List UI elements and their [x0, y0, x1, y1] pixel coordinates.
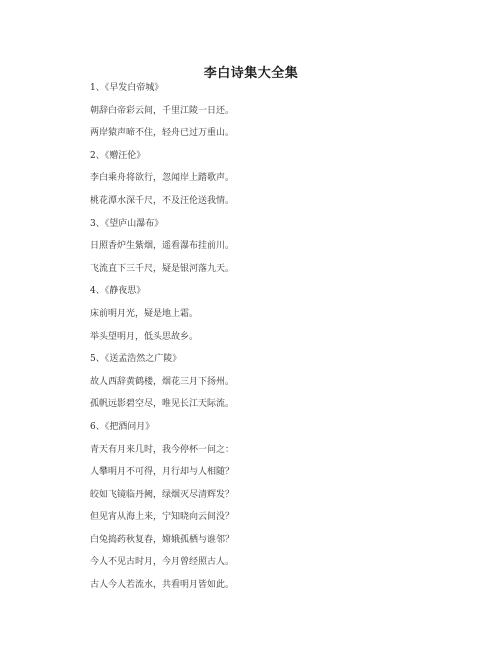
poem-line: 日照香炉生紫烟，遥看瀑布挂前川。	[90, 241, 235, 252]
poem-line: 白兔捣药秋复春，嫦娥孤栖与谁邻？	[90, 534, 235, 545]
poem-line: 今人不见古时月，今月曾经照古人。	[90, 557, 235, 568]
poem-line: 桃花潭水深千尺，不及汪伦送我情。	[90, 195, 235, 206]
poem-line: 两岸猿声啼不住，轻舟已过万重山。	[90, 128, 235, 139]
poem-heading: 5、《送孟浩然之广陵》	[90, 354, 182, 365]
poem-list	[90, 84, 480, 604]
poem-heading: 4、《静夜思》	[90, 286, 146, 297]
poem-line: 孤帆远影碧空尽，唯见长江天际流。	[90, 399, 235, 410]
poem-line: 故人西辞黄鹤楼，烟花三月下扬州。	[90, 376, 235, 387]
poem-line: 举头望明月，低头思故乡。	[90, 331, 199, 342]
poem-line: 青天有月来几时，我今停杯一问之：	[90, 444, 235, 455]
poem-line: 但见宵从海上来，宁知晓向云间没？	[90, 512, 235, 523]
poem-heading: 3、《望庐山瀑布》	[90, 218, 164, 229]
poem-heading: 2、《赠汪伦》	[90, 150, 146, 161]
poem-line: 飞流直下三千尺，疑是银河落九天。	[90, 263, 235, 274]
poem-line: 床前明月光，疑是地上霜。	[90, 308, 199, 319]
poem-heading: 6、《把酒问月》	[90, 421, 155, 432]
poem-heading: 1、《早发白帝城》	[90, 83, 164, 93]
poem-line: 人攀明月不可得，月行却与人相随？	[90, 467, 235, 478]
poem-line: 古人今人若流水，共看明月皆如此。	[90, 580, 235, 591]
poem-line: 皎如飞镜临丹阙，绿烟灭尽清辉发？	[90, 489, 235, 500]
poem-line: 朝辞白帝彩云间，千里江陵一日还。	[90, 105, 235, 116]
document-title: 李白诗集大全集	[203, 66, 299, 81]
poem-line: 李白乘舟将欲行，忽闻岸上踏歌声。	[90, 173, 235, 184]
